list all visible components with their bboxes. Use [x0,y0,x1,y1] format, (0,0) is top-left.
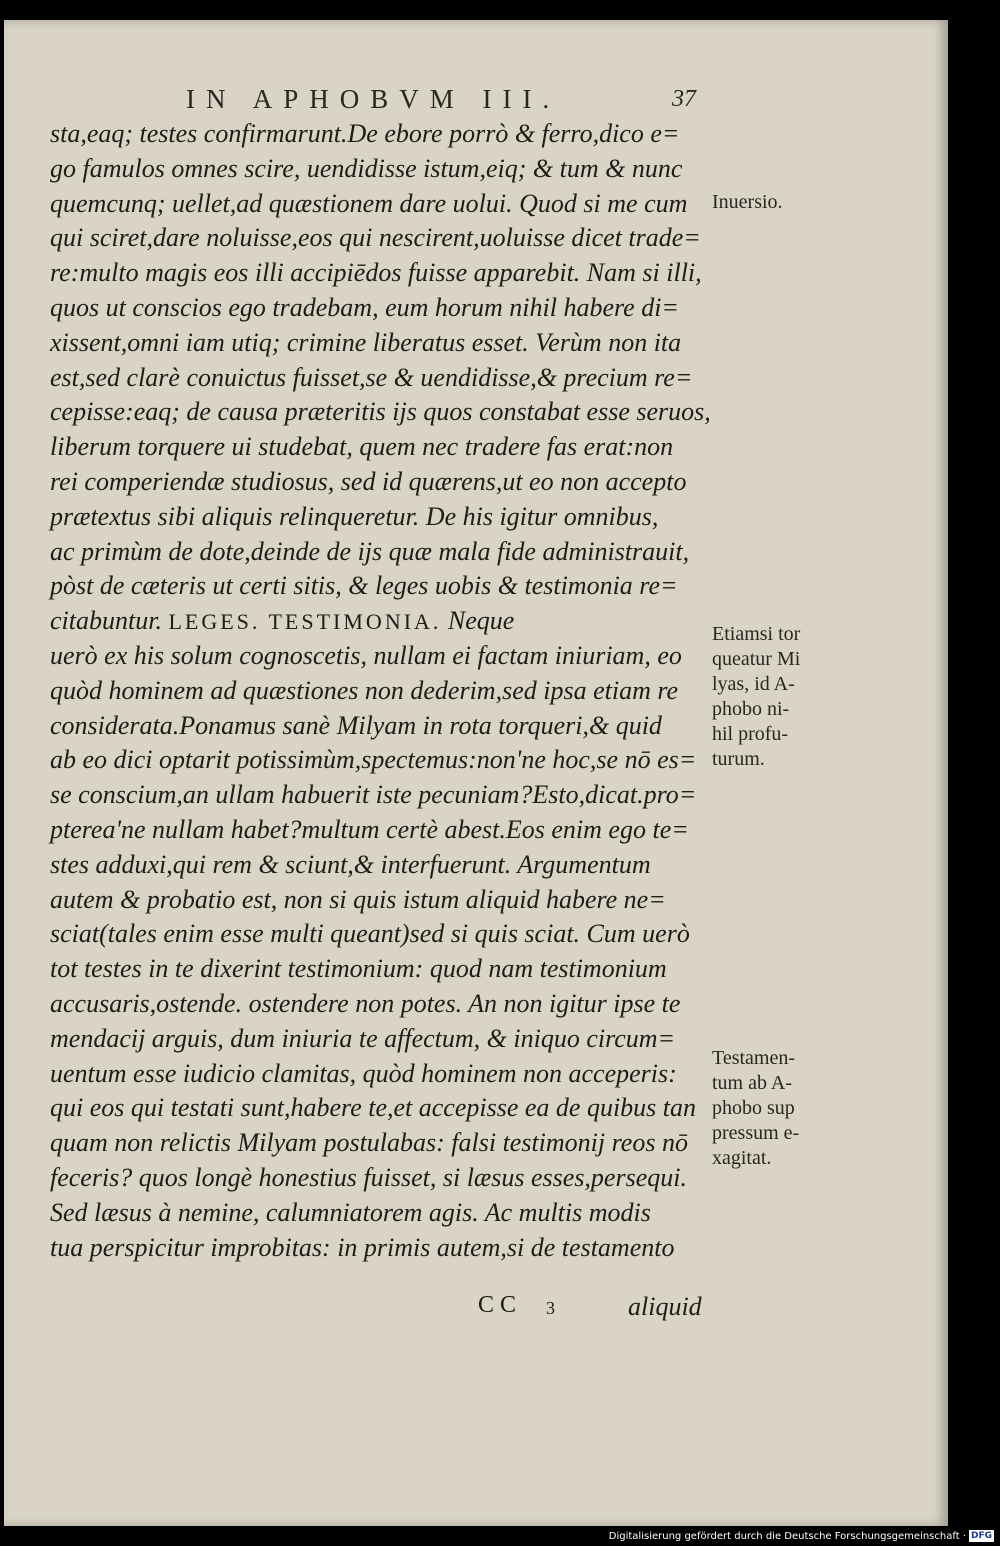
margin-note-line: lyas, id A- [712,673,795,695]
running-title: IN APHOBVM III. [186,84,561,114]
text-line: considerata.Ponamus sanè Milyam in rota torqueri,& quid [50,710,662,740]
margin-note-line: hil profu- [712,723,789,745]
text-line: liberum torquere ui studebat, quem nec tradere fas erat:non [50,432,674,462]
text-line: tot testes in te dixerint testimonium: quod nam testimonium [50,954,667,984]
margin-note-line: Inuersio. [712,191,783,213]
text-line: est,sed clarè conuictus fuisset,se & uendidisse,& precium re= [50,362,693,392]
text-line: citabuntur. LEGES. TESTIMONIA. Neque [50,606,515,636]
text-line: qui sciret,dare noluisse,eos qui nescirent,uoluisse dicet trade= [50,223,701,253]
margin-note-inuersio [712,190,852,215]
text-line: qui eos qui testati sunt,habere te,et accepisse ea de quibus tan [50,1093,697,1123]
text-line: se conscium,an ullam habuerit iste pecuniam?Esto,dicat.pro= [50,780,697,810]
margin-note-line: Testamen- [712,1047,796,1069]
text-line: go famulos omnes scire, uendidisse istum,eiq; & tum & nunc [50,153,683,183]
text-line: stes adduxi,qui rem & sciunt,& interfuerunt. Argumentum [50,849,651,879]
text-line: quos ut conscios ego tradebam, eum horum nihil habere di= [50,292,679,322]
margin-note-line: phobo ni- [712,698,790,720]
text-line: autem & probatio est, non si quis istum aliquid habere ne= [50,884,666,914]
margin-note-line: tum ab A- [712,1072,792,1094]
text-line: quemcunq; uellet,ad quæstionem dare uolui. Quod si me cum [50,188,688,218]
text-line: prætextus sibi aliquis relinqueretur. De his igitur omnibus, [50,501,659,531]
margin-note-line: queatur Mi [712,648,801,670]
text-line: mendacij arguis, dum iniuria te affectum, & iniquo circum= [50,1023,676,1053]
running-head [0,84,948,114]
margin-note-line: phobo sup [712,1097,795,1119]
margin-note-etiamsi [712,622,852,772]
digitization-credit [560,1530,994,1544]
dfg-logo-icon: DFG [970,1531,992,1541]
leges-testimonia-heading: LEGES. TESTIMONIA. [168,609,442,635]
margin-note-line: pressum e- [712,1122,800,1144]
text-line: pòst de cæteris ut certi sitis, & leges uobis & testimonia re= [50,571,678,601]
text-line: uerò ex his solum cognoscetis, nullam ei factam iniuriam, eo [50,640,682,670]
text-line: sciat(tales enim esse multi queant)sed si quis sciat. Cum uerò [50,919,690,949]
text-line: ac primùm de dote,deinde de ijs quæ mala fide administrauit, [50,536,690,566]
signature-number: 3 [546,1298,555,1318]
text-line: ab eo dici optarit potissimùm,spectemus:non'ne hoc,se nō es= [50,745,697,775]
catchword: aliquid [628,1292,702,1321]
margin-note-line: xagitat. [712,1147,772,1169]
text-line: tua perspicitur improbitas: in primis autem,si de testamento [50,1232,675,1262]
text-line: uentum esse iudicio clamitas, quòd hominem non acceperis: [50,1058,677,1088]
text-line: cepisse:eaq; de causa præteritis ijs quos constabat esse seruos, [50,397,711,427]
margin-note-testamentum [712,1046,852,1171]
margin-note-line: turum. [712,748,765,770]
text-line: quòd hominem ad quæstiones non dederim,sed ipsa etiam re [50,675,679,705]
text-line: pterea'ne nullam habet?multum certè abest.Eos enim ego te= [50,814,689,844]
text-line: accusaris,ostende. ostendere non potes. An non igitur ipse te [50,988,681,1018]
text-line: sta,eaq; testes confirmarunt.De ebore porrò & ferro,dico e= [50,119,680,148]
credit-text: Digitalisierung gefördert durch die Deutsche Forschungsgemeinschaft · [608,1531,966,1542]
signature-mark: CC [478,1292,523,1318]
text-line: xissent,omni iam utiq; crimine liberatus esset. Verùm non ita [50,327,682,357]
text-line: Sed læsus à nemine, calumniatorem agis. Ac multis modis [50,1197,651,1227]
text-line: feceris? quos longè honestius fuisset, si læsus esses,persequi. [50,1162,687,1192]
margin-note-line: Etiamsi tor [712,623,801,645]
text-line: re:multo magis eos illi accipiēdos fuisse apparebit. Nam si illi, [50,258,702,288]
page-number: 37 [672,86,696,112]
main-text-block [50,117,710,1265]
page-footer [0,1292,948,1326]
text-line: quam non relictis Milyam postulabas: falsi testimonij reos nō [50,1128,688,1158]
text-line: rei comperiendæ studiosus, sed id quærens,ut eo non accepto [50,466,687,496]
